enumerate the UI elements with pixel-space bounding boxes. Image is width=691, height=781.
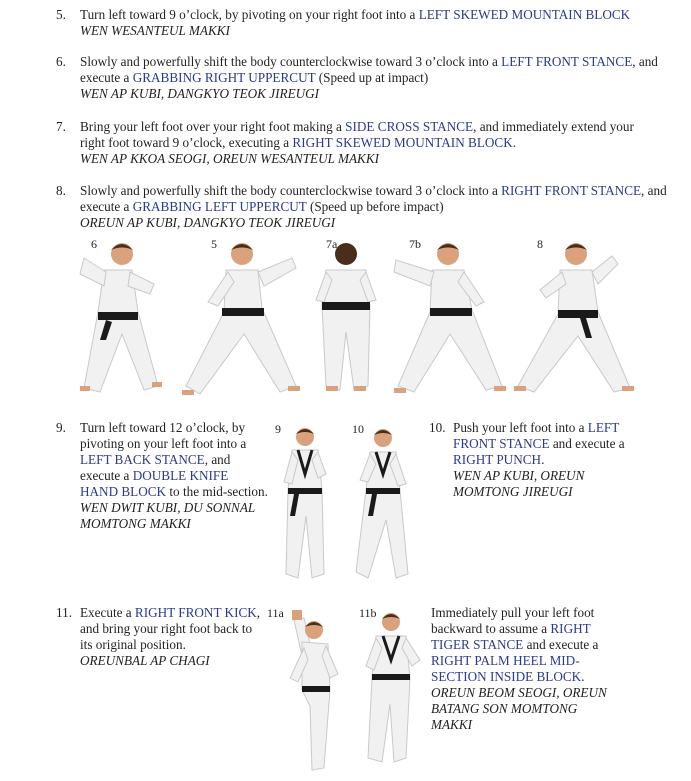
technique-keyword: SIDE CROSS STANCE [345,119,474,134]
korean-term: WEN AP KUBI, DANGKYO TEOK JIREUGI [80,86,320,101]
instruction-text: . [541,452,545,467]
belt [98,312,138,320]
technique-keyword: RIGHT SKEWED MOUNTAIN BLOCK [292,135,513,150]
step-6 [56,54,672,102]
korean-term: WEN AP KUBI, OREUN MOMTONG JIREUGI [453,468,585,499]
photo-step-8 [512,236,638,400]
step-5 [56,7,670,39]
instruction-text: and execute a [549,436,625,451]
technique-keyword: LEFT FRONT STANCE [453,420,620,451]
instruction-text: . [581,669,585,684]
instruction-text: , and execute a [80,452,231,483]
step-10 [429,420,625,500]
step-instruction [80,420,268,500]
photo-step-6 [60,236,192,400]
step-number: 10. [429,420,446,435]
korean-term: WEN DWIT KUBI, DU SONNAL MOMTONG MAKKI [80,500,255,531]
photo-step-9 [280,424,330,584]
instruction-text: Turn left toward 12 o’clock, by pivoting on your left foot into a [80,420,247,451]
instruction-text: Turn left toward 9 o’clock, by pivoting on your right foot into a [80,7,419,22]
photo-label-11a: 11a [267,606,284,620]
instruction-text: Slowly and powerfully shift the body counterclockwise toward 3 o’clock into a [80,54,502,69]
step-instruction [431,605,621,685]
korean-term: OREUN AP KUBI, DANGKYO TEOK JIREUGI [80,215,336,230]
instruction-text: , and immediately extend your right foot toward 9 o’clock, executing a [80,119,634,150]
step-11b-description [431,605,621,733]
korean-term: OREUN BEOM SEOGI, OREUN BATANG SON MOMTONG MAKKI [431,685,607,732]
instruction-text: and execute a [523,637,599,652]
step-number: 7. [56,119,66,134]
instruction-text: , and execute a [80,54,658,85]
photo-label-8: 8 [537,237,543,251]
instruction-text: Push your left foot into a [453,420,588,435]
instruction-text: . [512,135,517,150]
technique-keyword: LEFT BACK STANCE [80,452,205,467]
technique-keyword: LEFT SKEWED MOUNTAIN BLOCK [418,7,631,22]
technique-keyword: RIGHT PALM HEEL MID-SECTION INSIDE BLOCK [431,653,582,684]
instruction-text: to the mid-section. [166,484,268,499]
step-9 [56,420,268,532]
instruction-text: (Speed up at impact) [315,70,429,85]
technique-keyword: DOUBLE KNIFE HAND BLOCK [80,468,229,499]
photo-step-11a [276,608,342,778]
technique-keyword: RIGHT FRONT KICK [134,605,257,620]
instruction-text: , and bring your right foot back to its original position. [80,605,261,652]
photo-label-10: 10 [352,422,364,436]
instruction-text: , and execute a [80,183,667,214]
photo-step-7a [312,236,380,400]
photo-step-5 [178,236,310,400]
step-instruction [453,420,625,468]
uniform [80,258,158,392]
instruction-text: Execute a [80,605,135,620]
step-8 [56,183,672,231]
step-7 [56,119,640,167]
korean-term: OREUNBAL AP CHAGI [80,653,210,668]
photo-label-9: 9 [275,422,281,436]
photo-label-7b: 7b [409,237,421,251]
technique-keyword: GRABBING RIGHT UPPERCUT [132,70,316,85]
photo-step-10 [352,424,416,584]
step-instruction [80,54,672,86]
photo-label-7a: 7a [326,237,338,251]
technique-keyword: RIGHT TIGER STANCE [431,621,591,652]
photo-label-6: 6 [91,237,97,251]
korean-term: WEN AP KKOA SEOGI, OREUN WESANTEUL MAKKI [80,151,380,166]
step-11 [56,605,266,669]
step-number: 9. [56,420,66,435]
technique-keyword: RIGHT PUNCH [453,452,542,467]
step-instruction [80,605,266,653]
photo-label-11b: 11b [359,606,377,620]
step-instruction [80,183,672,215]
instruction-text: (Speed up before impact) [306,199,444,214]
instruction-text: Bring your left foot over your right foot making a [80,119,346,134]
korean-term: WEN WESANTEUL MAKKI [80,23,230,38]
photo-step-11b [362,608,424,774]
technique-keyword: LEFT FRONT STANCE [501,54,633,69]
step-instruction [80,119,640,151]
instruction-text: Slowly and powerfully shift the body counterclockwise toward 3 o’clock into a [80,183,502,198]
step-number: 6. [56,54,66,69]
step-number: 5. [56,7,66,22]
technique-keyword: GRABBING LEFT UPPERCUT [132,199,307,214]
photo-step-7b [388,236,520,400]
step-number: 8. [56,183,66,198]
step-instruction [80,7,670,23]
step-number: 11. [56,605,72,620]
photo-label-5: 5 [211,237,217,251]
technique-keyword: RIGHT FRONT STANCE [501,183,642,198]
instruction-text: Immediately pull your left foot backward to assume a [431,605,595,636]
